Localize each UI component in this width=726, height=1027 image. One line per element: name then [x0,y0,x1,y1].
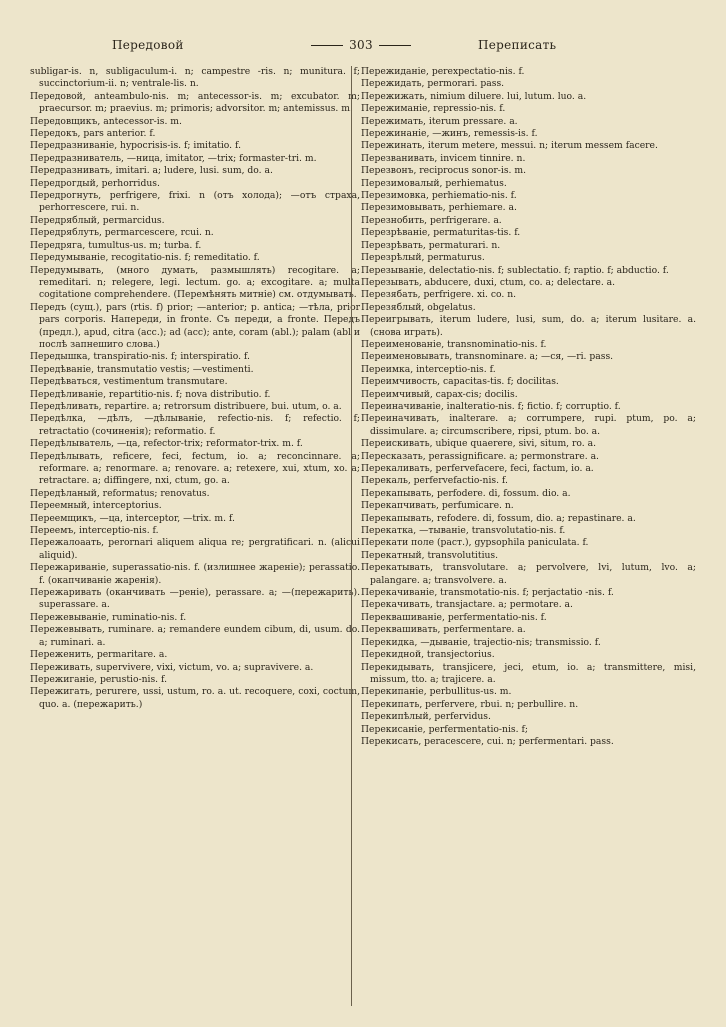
dictionary-entry: Пережиманіе, repressio-nis. f. [361,103,506,115]
dictionary-entry: Пережариваніе, superassatio-nis. f. (излишнее жареніе); perassatio. f. (окапчиваніе жаренія). [30,562,360,586]
dictionary-entry: Передѣливать, repartire. a; retrorsum distribuere, bui. utum, o. a. [30,400,342,412]
dictionary-entry: Перезвонъ, reciprocus sonor-is. m. [361,165,527,177]
left-column [30,66,360,711]
dictionary-entry: Переимчивость, capacitas-tis. f; docilitas. [361,376,559,388]
dictionary-entry: Перезимовывать, perhiemare. a. [361,202,517,214]
dictionary-entry: Перекипаніе, perbullitus-us. m. [361,686,512,698]
dictionary-entry: Передѣлыватель, —ца, refector-trix; reformator-trix. m. f. [30,438,303,450]
dictionary-entry: Передъ (сущ.), pars (rtis. f) prior; —anterior; p. antica; —тѣла, prior pars corporis. Напереди, in fronte. Съ переди, a fronte. Передъ (предл.), apud, citra (acc.); ad (acc); ante, coram (abl.); palam (abl и послѣ запнешиго слова.) [30,301,360,350]
dictionary-entry: Пережидать, permorari. pass. [361,78,505,90]
dictionary-entry: Пережевываніе, ruminatio-nis. f. [30,611,187,623]
header-left-word: Передовой [112,38,184,52]
dictionary-entry: Перезываніе, delectatio-nis. f; sublectatio. f; raptio. f; abductio. f. [361,264,669,276]
dictionary-entry: Перекачиваніе, transmotatio-nis. f; perjactatio -nis. f. [361,587,614,599]
dictionary-entry: Перезрѣвать, permaturari. n. [361,239,501,251]
dictionary-entry: Передрогдый, perhorridus. [30,177,160,189]
dictionary-entry: Переживать, supervivere, vixi, victum, vo. a; supravivere. a. [30,661,314,673]
column-divider [351,66,352,1006]
dictionary-entry: Перезимовалый, perhiematus. [361,177,507,189]
dictionary-entry: Переиначивать, inalterare. a; corrumpere, rupi. ptum, po. a; dissimulare. a; circumscribere, ripsi, ptum. bo. a. [361,413,696,437]
dictionary-entry: Пережиданіе, perexpectatio-nis. f. [361,66,525,77]
dictionary-entry: Передѣлывать, reficere, feci, fectum, io. a; reconcinnare. a; reformare. a; renormare. a; renovare. a; retexere, xui, xtum, xo. a; retractare. a; diffingere, nxi, ctum, go. a. [30,450,360,487]
dictionary-entry: Пережиганіе, perustio-nis. f. [30,673,167,685]
dictionary-entry: Переквашиваніе, perfermentatio-nis. f. [361,611,547,623]
dictionary-entry: Переемъ, interceptio-nis. f. [30,525,159,537]
dictionary-entry: Перезимовка, perhiematio-nis. f. [361,190,517,202]
dictionary-entry: Пережижать, nimium diluere. lui, lutum. luo. a. [361,90,587,102]
dictionary-entry: Перекапывать, perfodere. di, fossum. dio. a. [361,487,571,499]
dictionary-entry: subligar-is. n, subligaculum-i. n; campestre -ris. n; munitura. f; succinctorium-ii. n; ventrale-lis. n. [30,66,360,90]
dictionary-entry: Переимка, interceptio-nis. f. [361,363,496,375]
dictionary-entry: Передѣливаніе, repartitio-nis. f; nova distributio. f. [30,388,271,400]
dictionary-entry: Передразнивать, imitari. a; ludere, lusi. sum, do. a. [30,165,273,177]
dictionary-entry: Перекапчивать, perfumicare. n. [361,500,514,512]
dictionary-entry: Передѣваніе, transmutatio vestis; —vestimenti. [30,363,254,375]
dictionary-entry: Перекаливать, perfervefacere, feci, factum, io. a. [361,463,594,474]
dictionary-entry: Перекипѣлый, perfervidus. [361,711,491,723]
page-number: 303 [286,38,436,52]
dictionary-entry: Передышка, transpiratio-nis. f; interspiratio. f. [30,351,250,363]
dictionary-entry: Перекипать, perfervere, rbui. n; perbullire. n. [361,698,579,710]
header-right-word: Переписать [478,38,557,52]
dictionary-entry: Пересказать, perassignificare. a; permonstrare. a. [361,450,599,462]
dictionary-entry: Переимчивый, capax-cis; docilis. [361,388,518,400]
dictionary-entry: Перекатка, —тываніе, transvolutatio-nis. f. [361,525,566,537]
dictionary-entry: Пережинать, iterum metere, messui. n; iterum messem facere. [361,140,658,152]
dictionary-entry: Передумываніе, recogitatio-nis. f; remeditatio. f. [30,252,260,264]
dictionary-entry: Перезрѣваніе, permaturitas-tis. f. [361,227,521,239]
dictionary-entry: Перекатывать, transvolutare. a; pervolvere, lvi, lutum, lvo. a; palangare. a; transvolvere. a. [361,562,696,586]
dictionary-entry: Перезывать, abducere, duxi, ctum, co. a; delectare. a. [361,276,616,288]
dictionary-entry: Пережалоаать, perornari aliquem aliqua re; pergratificari. n. (alicui aliquid). [30,537,360,561]
dictionary-entry: Передряблый, permarcidus. [30,214,165,226]
dictionary-entry: Передразниватель, —ница, imitator, —trix; formaster-tri. m. [30,152,317,164]
dictionary-entry: Пережаривать (оканчивать —реніе), perassare. a; —(пережарить). superassare. a. [30,587,360,611]
dictionary-entry: Передрогнуть, perfrigere, frixi. n (отъ холода); —отъ страха, perhorrescere, rui. n. [30,190,360,214]
dictionary-entry: Пережимать, iterum pressare. a. [361,115,518,127]
dictionary-entry: Перезрѣлый, permaturus. [361,252,485,264]
dictionary-entry: Передовщикъ, antecessor-is. m. [30,115,182,127]
dictionary-entry: Переиначиваніе, inalteratio-nis. f; fictio. f; corruptio. f. [361,400,621,412]
dictionary-entry: Пережинаніе, —жинъ, remessis-is. f. [361,128,538,140]
dictionary-entry: Передѣланый, reformatus; renovatus. [30,487,210,499]
dictionary-entry: Перекачивать, transjactare. a; permotare. a. [361,599,573,611]
right-column [361,66,696,748]
dictionary-entry: Перезнобить, perfrigerare. a. [361,214,502,226]
dictionary-entry: Переискивать, ubique quaerere, sivi, situm, ro. a. [361,438,597,450]
dictionary-entry: Переименовывать, transnominare. a; —ся, —ri. pass. [361,351,614,363]
dictionary-entry: Передразниваніе, hypocrisis-is. f; imitatio. f. [30,140,242,152]
dictionary-entry: Перезяблый, obgelatus. [361,301,476,313]
dictionary-entry: Перекапывать, refodere. di, fossum, dio. a; repastinare. a. [361,512,636,524]
dictionary-entry: Передѣлка, —дѣлъ, —дѣлываніе, refectio-nis. f; refectio. f; retractatio (сочиненія); reformatio. f. [30,413,360,437]
dictionary-entry: Перекисать, peracescere, cui. n; perfermentari. pass. [361,735,614,747]
dictionary-entry: Передряга, tumultus-us. m; turba. f. [30,239,202,251]
dictionary-entry: Перекидной, transjectorius. [361,649,495,661]
dictionary-entry: Переигрывать, iterum ludere, lusi, sum, do. a; iterum lusitare. a. (снова играть). [361,314,696,338]
dictionary-entry: Перекидка, —дываніе, trajectio-nis; transmissio. f. [361,636,601,648]
dictionary-entry: Переемщикъ, —ца, interceptor, —trix. m. f. [30,512,235,524]
dictionary-entry: Перекати поле (раст.), gypsophila paniculata. f. [361,537,589,549]
dictionary-entry: Переименованіе, transnominatio-nis. f. [361,338,547,350]
dictionary-entry: Перезябать, perfrigere. xi. co. n. [361,289,517,301]
dictionary-entry: Перезванивать, invicem tinnire. n. [361,152,526,164]
dictionary-entry: Переквашивать, perfermentare. a. [361,624,526,636]
dictionary-entry: Перекаль, perfervefactio-nis. f. [361,475,508,487]
dictionary-entry: Перекисаніе, perfermentatio-nis. f; [361,723,528,735]
dictionary-entry: Перекидывать, transjicere, jeci, etum, io. a; transmittere, misi, missum, tto. a; trajicere. a. [361,661,696,685]
dictionary-entry: Переженить, permaritare. a. [30,649,168,661]
dictionary-entry: Передѣваться, vestimentum transmutare. [30,376,228,388]
dictionary-entry: Передумывать, (много думать, размышлять) recogitare. a; remeditari. n; relegere, legi. lectum. go. a; excogitare. a; multa cogitatione comprehendere. (Перемѣнять митніе) см. отдумывать. [30,264,360,301]
dictionary-entry: Передряблуть, permarcescere, rcui. n. [30,227,214,239]
dictionary-entry: Передовой, anteambulo-nis. m; antecessor-is. m; excubator. m; praecursor. m; praevius. m; primoris; advorsitor. m; antemissus. m. [30,90,360,115]
dictionary-entry: Передокъ, pars anterior. f. [30,128,156,140]
dictionary-entry: Переемный, interceptorius. [30,500,162,512]
dictionary-entry: Пережевывать, ruminare. a; remandere eundem cibum, di, usum. do. a; ruminari. a. [30,624,360,648]
dictionary-entry: Пережигать, perurere, ussi, ustum, ro. a. ut. recoquere, coxi, coctum, quo. a. (пережарить.) [30,686,360,710]
dictionary-entry: Перекатный, transvolutitius. [361,549,499,561]
